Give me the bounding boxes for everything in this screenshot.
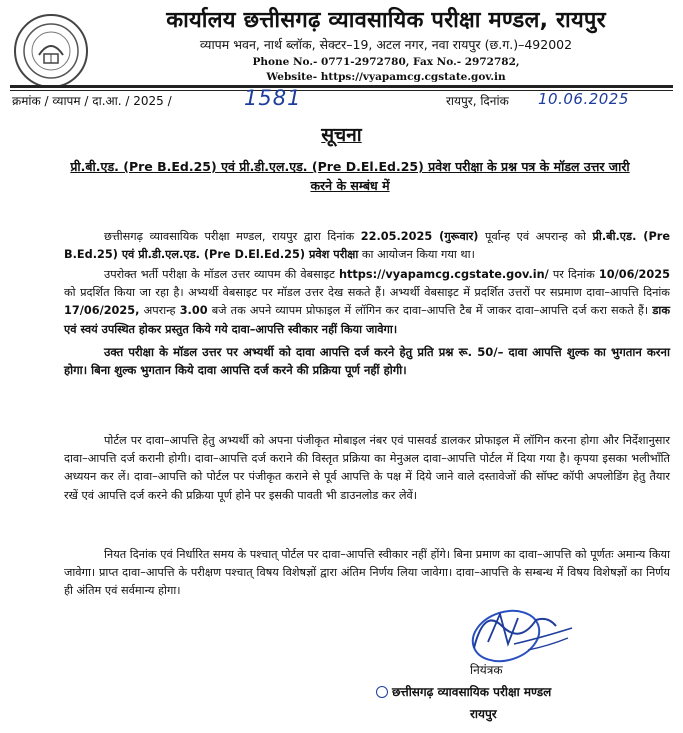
paragraph-claim-fee: उक्त परीक्षा के मॉडल उत्तर पर अभ्यर्थी को दावा आपत्ति दर्ज करने हेतु प्रति प्रश्न रू. 50/– दावा आपत्ति शुल्क का भुगतान करना होगा। बिना शुल्क भुगतान किये दावा आपत्ति दर्ज करने की प्रक्रिया पूर्ण नहीं होगी। [64, 345, 670, 378]
text-segment: का आयोजन किया गया था। [358, 248, 475, 262]
reference-date-label: रायपुर, दिनांक [446, 94, 509, 108]
paragraph-model-answers [64, 266, 670, 339]
text-segment: बजे तक अपने व्यापम प्रोफाइल में लॉगिन कर दावा–आपत्ति टैब में जाकर दावा–आपत्ति दर्ज करा सकते हैं। [207, 304, 653, 318]
text-segment: उपरोक्त भर्ती परीक्षा के मॉडल उत्तर व्यापम की वेबसाइट [104, 268, 339, 281]
signature-stamp-icon [444, 598, 584, 664]
claim-deadline-time: 3.00 [179, 304, 208, 318]
logo-emblem-icon [21, 21, 81, 81]
reference-number-handwritten: 1581 [244, 86, 302, 110]
organization-website: Website- https://vyapamcg.cgstate.gov.in [266, 71, 506, 83]
signatory-title: नियंत्रक [470, 663, 503, 677]
reference-number-label: क्रमांक / व्यापम / दा.आ. / 2025 / [12, 94, 172, 108]
notice-heading: सूचना [321, 124, 362, 146]
text-segment: अपरान्ह [139, 304, 180, 318]
website-link[interactable]: https://vyapamcg.cgstate.gov.in/ [338, 268, 549, 281]
text-segment: पूर्वान्ह एवं अपरान्ह को [478, 230, 593, 243]
paragraph-final-decision: नियत दिनांक एवं निर्धारित समय के पश्चात् पोर्टल पर दावा–आपत्ति स्वीकार नहीं होंगे। बिना प्रमाण का दावा–आपत्ति को पूर्णतः अमान्य किया जावेगा। प्राप्त दावा–आपत्ति के परीक्षण पश्चात् विषय विशेषज्ञों द्वारा अंतिम निर्णय लिया जावेगा। दावा–आपत्ति के सम्बन्ध में विषय विशेषज्ञों का निर्णय ही अंतिम एवं सर्वमान्य होगा। [64, 548, 670, 598]
organization-address: व्यापम भवन, नार्थ ब्लॉक, सेक्टर–19, अटल नगर, नवा रायपुर (छ.ग.)–492002 [199, 37, 573, 52]
header-divider [10, 85, 673, 88]
signatory-organization [376, 683, 551, 700]
claim-deadline-date: 17/06/2025, [64, 304, 140, 318]
exam-date: 22.05.2025 (गुरूवार) [360, 230, 479, 243]
organization-title: कार्यालय छत्तीसगढ़ व्यावसायिक परीक्षा मण्डल, रायपुर [166, 8, 606, 33]
signatory-organization-name: छत्तीसगढ़ व्यावसायिक परीक्षा मण्डल [392, 685, 552, 699]
publish-date: 10/06/2025 [598, 268, 670, 281]
exam-name: प्री.बी.एड. (Pre B.Ed.25) एवं प्री.डी.एल.एड. (Pre D.El.Ed.25) प्रवेश परीक्षा [64, 230, 670, 262]
text-segment: पर दिनांक [548, 268, 599, 281]
postal-claims-note: डाक एवं स्वयं उपस्थित होकर प्रस्तुत किये गये दावा–आपत्ति स्वीकार नहीं किया जावेगा। [64, 304, 670, 336]
signatory-place: रायपुर [470, 707, 497, 721]
paragraph-exam-held [64, 228, 670, 264]
organization-contact: Phone No.- 0771-2972780, Fax No.- 2972782, [252, 56, 520, 68]
notice-subject: प्री.बी.एड. (Pre B.Ed.25) एवं प्री.डी.एल.एड. (Pre D.El.Ed.25) प्रवेश परीक्षा के प्रश्न पत्र के मॉडल उत्तर जारी करने के सम्बंध में [70, 159, 630, 193]
controller-signature [444, 598, 584, 664]
vyapam-logo-icon [14, 14, 88, 88]
reference-date-handwritten: 10.06.2025 [538, 90, 629, 108]
paragraph-portal-process: पोर्टल पर दावा–आपत्ति हेतु अभ्यर्थी को अपना पंजीकृत मोबाइल नंबर एवं पासवर्ड डालकर प्रोफाइल में लॉगिन करना होगा और निर्देशानुसार दावा–आपत्ति दर्ज करानी होगी। दावा–आपत्ति दर्ज कराने की विस्तृत प्रक्रिया का मेनुअल दावा–आपत्ति पोर्टल में दिया गया है। कृपया इसका भलीभाँति अध्ययन कर लें। दावा–आपत्ति को पोर्टल पर पंजीकृत कराने से पूर्व आपत्ति के पक्ष में दिये जाने वाले दस्तावेजों की सॉफ्ट कॉपी अपलोडिंग हेतु तैयार रखें एवं आपत्ति दर्ज करने की प्रक्रिया पूर्ण होने पर इसकी पावती भी डाउनलोड कर लेवें। [64, 434, 670, 502]
text-segment: को प्रदर्शित किया जा रहा है। अभ्यर्थी वेबसाइट पर मॉडल उत्तर देख सकते हैं। अभ्यर्थी वेबसाइट में प्रदर्शित उत्तरों पर सप्रमाण दावा–आपत्ति दिनांक [64, 286, 670, 300]
ink-mark-icon [376, 686, 388, 698]
text-segment: छत्तीसगढ़ व्यावसायिक परीक्षा मण्डल, रायपुर द्वारा दिनांक [104, 230, 361, 243]
